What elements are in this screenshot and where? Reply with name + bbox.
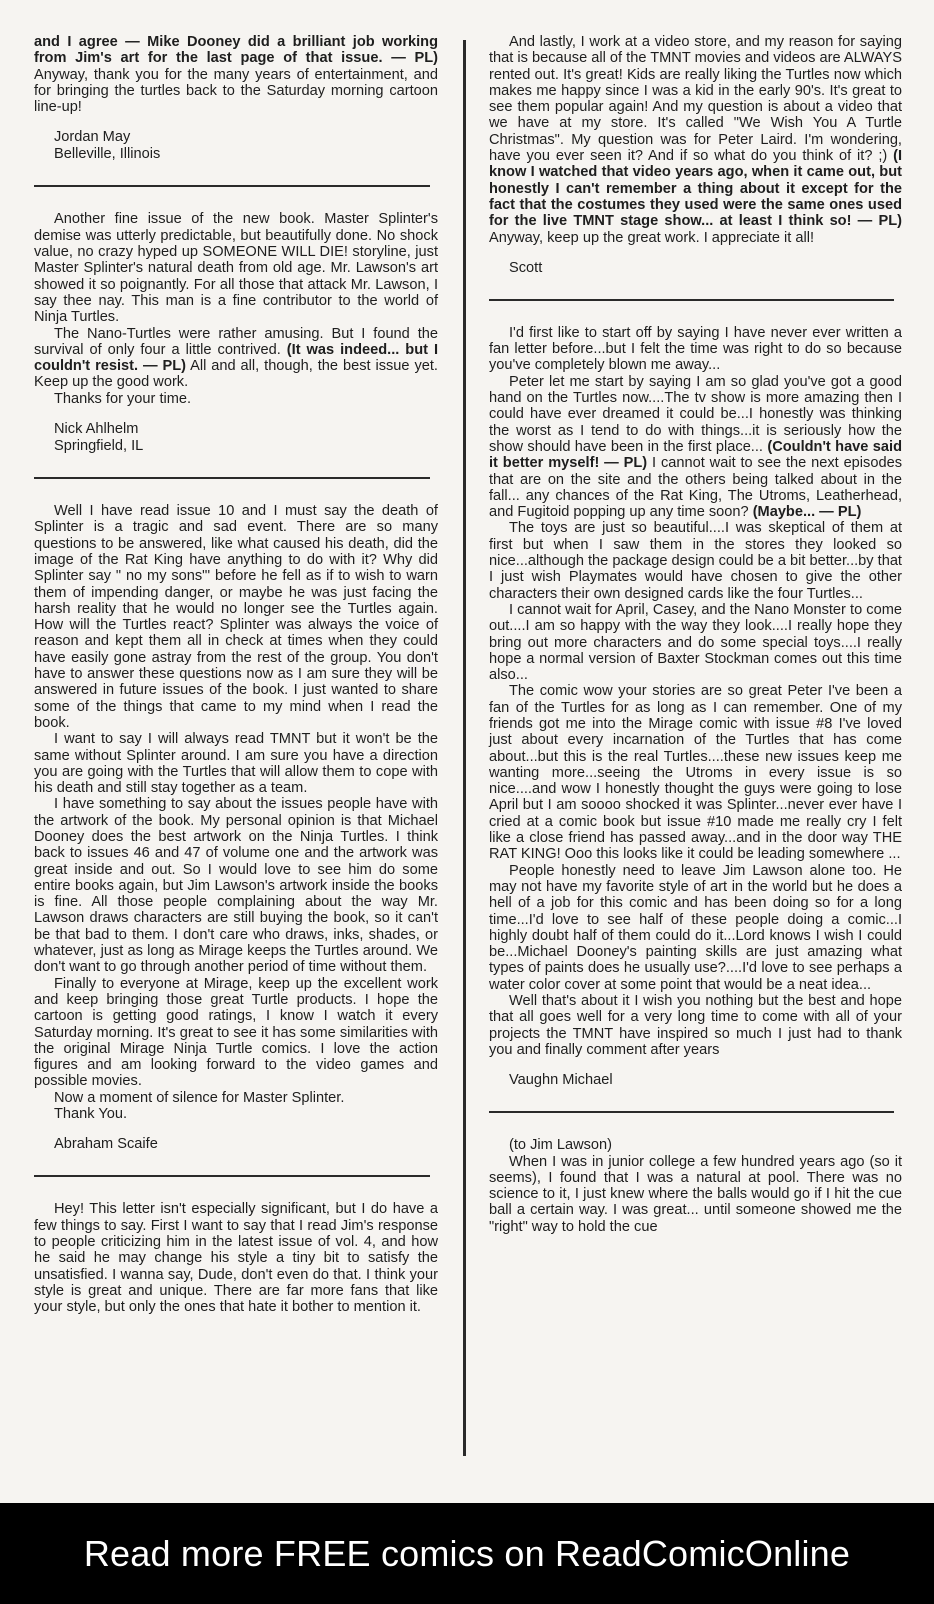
editor-reply: and I agree — Mike Dooney did a brilliant job working from Jim's art for the last page of that issue. — PL) <box>34 34 438 67</box>
letter-signature <box>54 129 438 163</box>
letter-jordan-may <box>34 34 438 163</box>
letter-addressee: (to Jim Lawson) <box>509 1137 612 1154</box>
letter-paragraph: and I agree — Mike Dooney did a brilliant job working from Jim's art for the last page of that issue. — PL) Anyway, thank you for the many years of entertainment, and for bringing the turtles back to the Saturday morning cartoon line-up! <box>34 34 438 116</box>
letter-paragraph: I cannot wait for April, Casey, and the Nano Monster to come out....I am so happy with the way they look....I really hope they bring out more characters and do some special toys....I really hope a normal version of Baxter Stockman comes out this time also... <box>489 601 902 684</box>
letter-abraham-scaife <box>34 503 438 1153</box>
letter-signature <box>54 1136 438 1153</box>
footer-banner <box>0 1503 934 1604</box>
letter-signature <box>509 260 902 277</box>
letter-scott <box>489 34 902 277</box>
letter-paragraph: I have something to say about the issues people have with the artwork of the book. My personal opinion is that Michael Dooney does the best artwork on the Ninja Turtles. I think back to issues 46 and 47 of volume one and the artwork was great inside and out. So I would love to see him do some entire books again, but Jim Lawson's artwork inside the books is fine. All those people complaining about the way Mr. Lawson draws characters are still buying the book, so it can't be that bad to them. I don't care who draws, inks, shades, or whatever, just as long as Mirage keeps the Turtles around. We don't want to go through another period of time without them. <box>34 796 438 976</box>
editor-reply: (Couldn't have said it better myself! — PL) <box>489 438 902 472</box>
letter-paragraph: The Nano-Turtles were rather amusing. But I found the survival of only four a little contrived. (It was indeed... but I couldn't resist. — PL) All and all, though, the best issue yet. Keep up the good work. <box>34 325 439 391</box>
author-name: Vaughn Michael <box>509 1072 613 1089</box>
letter-paragraph: The comic wow your stories are so great Peter I've been a fan of the Turtles for as long as I can remember. One of my friends got me into the Mirage comic with issue #8 I've loved just about every incarnation of the Turtles that has come about...but this is the real Turtles....these new issues keep me wanting more...seeing the Utroms in every issue is so nice....and wow I honestly thought the guys were going to lose April but I am soooo shocked it was Splinter...never ever have I cried at a comic book but issue #10 made me really cry I felt like a close friend has passed away...and in the door way THE RAT KING! Ooo this looks like it could be leading somewhere ... <box>489 683 902 863</box>
letter-paragraph: Finally to everyone at Mirage, keep up the excellent work and keep bringing those great Turtle products. I hope the cartoon is getting good ratings, I know I watch it every Saturday morning. It's great to see it has some similarities with the original Mirage Ninja Turtle comics. I love the action figures and am looking forward to the video games and possible movies. <box>34 975 438 1090</box>
editor-reply: (Maybe... — PL) <box>752 504 862 521</box>
letter-paragraph: Another fine issue of the new book. Master Splinter's demise was utterly predictable, but beautifully done. No shock value, no crazy hyped up SOMEONE WILL DIE! storyline, just Master Splinter's natural death from old age. Mr. Lawson's art showed it so poignantly. For all those that attack Mr. Lawson, I say thee nay. This man is a fine contributor to the world of Ninja Turtles. <box>34 211 438 326</box>
letter-paragraph: People honestly need to leave Jim Lawson alone too. He may not have my favorite style of art in the world but he does a hell of a job for this comic and has been doing so for a long time...I'd love to see half of these people doing a comic...I highly doubt half of them could do it...Lord knows I wish I could be...Michael Dooney's painting skills are just amazing what types of paints does he usually use?....I'd love to see perhaps a water color cover at some point that would be a neat idea... <box>489 862 902 993</box>
letter-paragraph: Well that's about it I wish you nothing but the best and hope that all goes well for a very long time to come with all of your projects the TMNT have inspired so much I just had to thank you and finally comment after years <box>489 993 902 1058</box>
editor-reply: (I know I watched that video years ago, when it came out, but honestly I can't remember a thing about it except for the fact that the costumes they used were the same ones used for the live TMNT stage show... at least I think so! — PL) <box>489 148 902 230</box>
letter-paragraph: I'd first like to start off by saying I have never ever written a fan letter before...but I felt the time was right to do so because you've completely blown me away... <box>489 324 902 374</box>
letter-paragraph: Thank You. <box>54 1106 128 1123</box>
letter-hey <box>34 1201 438 1315</box>
letter-paragraph: Peter let me start by saying I am so glad you've got a good hand on the Turtles now....The tv show is more amazing then I could have ever dreamed it could be...I honestly was thinking the worst as I tend to do with things...it is seriously how the show should have been in the first place... (Couldn't have said it better myself! — PL) I cannot wait to see the next episodes that are on the site and the others being talked about in the fall... any chances of the Rat King, The Utroms, Leatherhead, and Fugitoid popping up any time soon? (Maybe... — PL) <box>489 373 902 521</box>
letter-paragraph: Now a moment of silence for Master Splinter. <box>54 1089 345 1106</box>
letter-divider <box>489 299 894 301</box>
letter-signature <box>54 421 438 455</box>
letter-divider <box>34 185 430 187</box>
author-name: Nick Ahlhelm <box>54 421 139 438</box>
letter-signature <box>509 1072 902 1089</box>
author-name: Jordan May <box>54 129 131 146</box>
left-column <box>34 34 438 1315</box>
editor-reply: (It was indeed... but I couldn't resist. — PL) <box>34 341 439 375</box>
author-location: Belleville, Illinois <box>54 146 161 163</box>
letter-divider <box>34 1175 430 1177</box>
letter-to-jim-lawson <box>489 1137 902 1235</box>
right-column <box>489 34 902 1235</box>
letter-vaughn-michael <box>489 325 902 1089</box>
author-name: Scott <box>509 259 543 276</box>
letter-paragraph: The toys are just so beautiful....I was skeptical of them at first but when I saw them in the stores they looked so nice...although the package design could be a bit better...by that I just wish Playmates would have chosen to give the other characters their own designed cards like the four Turtles... <box>489 520 902 602</box>
letter-paragraph: Well I have read issue 10 and I must say the death of Splinter is a tragic and sad event. There are so many questions to be answered, like what caused his death, did the image of the Rat King have anything to do with it? Why did Splinter say " no my sons"' before he fell as if to wish to warn them of impending danger, or maybe he was just facing the harsh reality that he would no longer see the Turtles again. How will the Turtles react? Splinter was always the voice of reason and kept them all in check at times when they could have easily gone astray from the rest of the group. You don't have to answer these questions now as I am sure they will be answered in future issues of the book. I just wanted to share some of the things that came to my mind when I read the book. <box>34 503 438 731</box>
column-divider <box>463 40 466 1456</box>
footer-text: Read more FREE comics on ReadComicOnline <box>83 1532 851 1574</box>
author-location: Springfield, IL <box>54 438 144 455</box>
letter-nick-ahlhelm <box>34 211 438 455</box>
author-name: Abraham Scaife <box>54 1136 158 1153</box>
letter-divider <box>34 477 430 479</box>
letter-paragraph: And lastly, I work at a video store, and my reason for saying that is because all of the TMNT movies and videos are ALWAYS rented out. It's great! Kids are really liking the Turtles now which makes me happy since I was a kid in the early 90's. It's great to see them popular again! And my question is about a video that we have at my store. It's called "We Wish You A Turtle Christmas". My question was for Peter Laird. I'm wondering, have you ever seen it? And if so what do you think of it? ;) (I know I watched that video years ago, when it came out, but honestly I can't remember a thing about it except for the fact that the costumes they used were the same ones used for the live TMNT stage show... at least I think so! — PL) Anyway, keep up the great work. I appreciate it all! <box>489 34 902 246</box>
letter-paragraph: When I was in junior college a few hundred years ago (so it seems), I found that I was a natural at pool. There was no science to it, I just knew where the balls would go if I hit the cue ball a certain way. I was great... until someone showed me the "right" way to hold the cue <box>489 1153 902 1235</box>
letter-paragraph: I want to say I will always read TMNT but it won't be the same without Splinter around. I am sure you have a direction you are going with the Turtles that will allow them to cope with his death and still stay together as a team. <box>34 731 438 797</box>
letter-paragraph: Hey! This letter isn't especially significant, but I do have a few things to say. First I want to say that I read Jim's response to people criticizing him in the latest issue of vol. 4, and how he said he may change his style a tiny bit to satisfy the unsatisfied. I wanna say, Dude, don't even do that. I think your style is great and unique. There are far more fans that like your style, but only the ones that hate it bother to mention it. <box>34 1201 438 1316</box>
letter-paragraph: Thanks for your time. <box>54 390 192 407</box>
letter-divider <box>489 1111 894 1113</box>
